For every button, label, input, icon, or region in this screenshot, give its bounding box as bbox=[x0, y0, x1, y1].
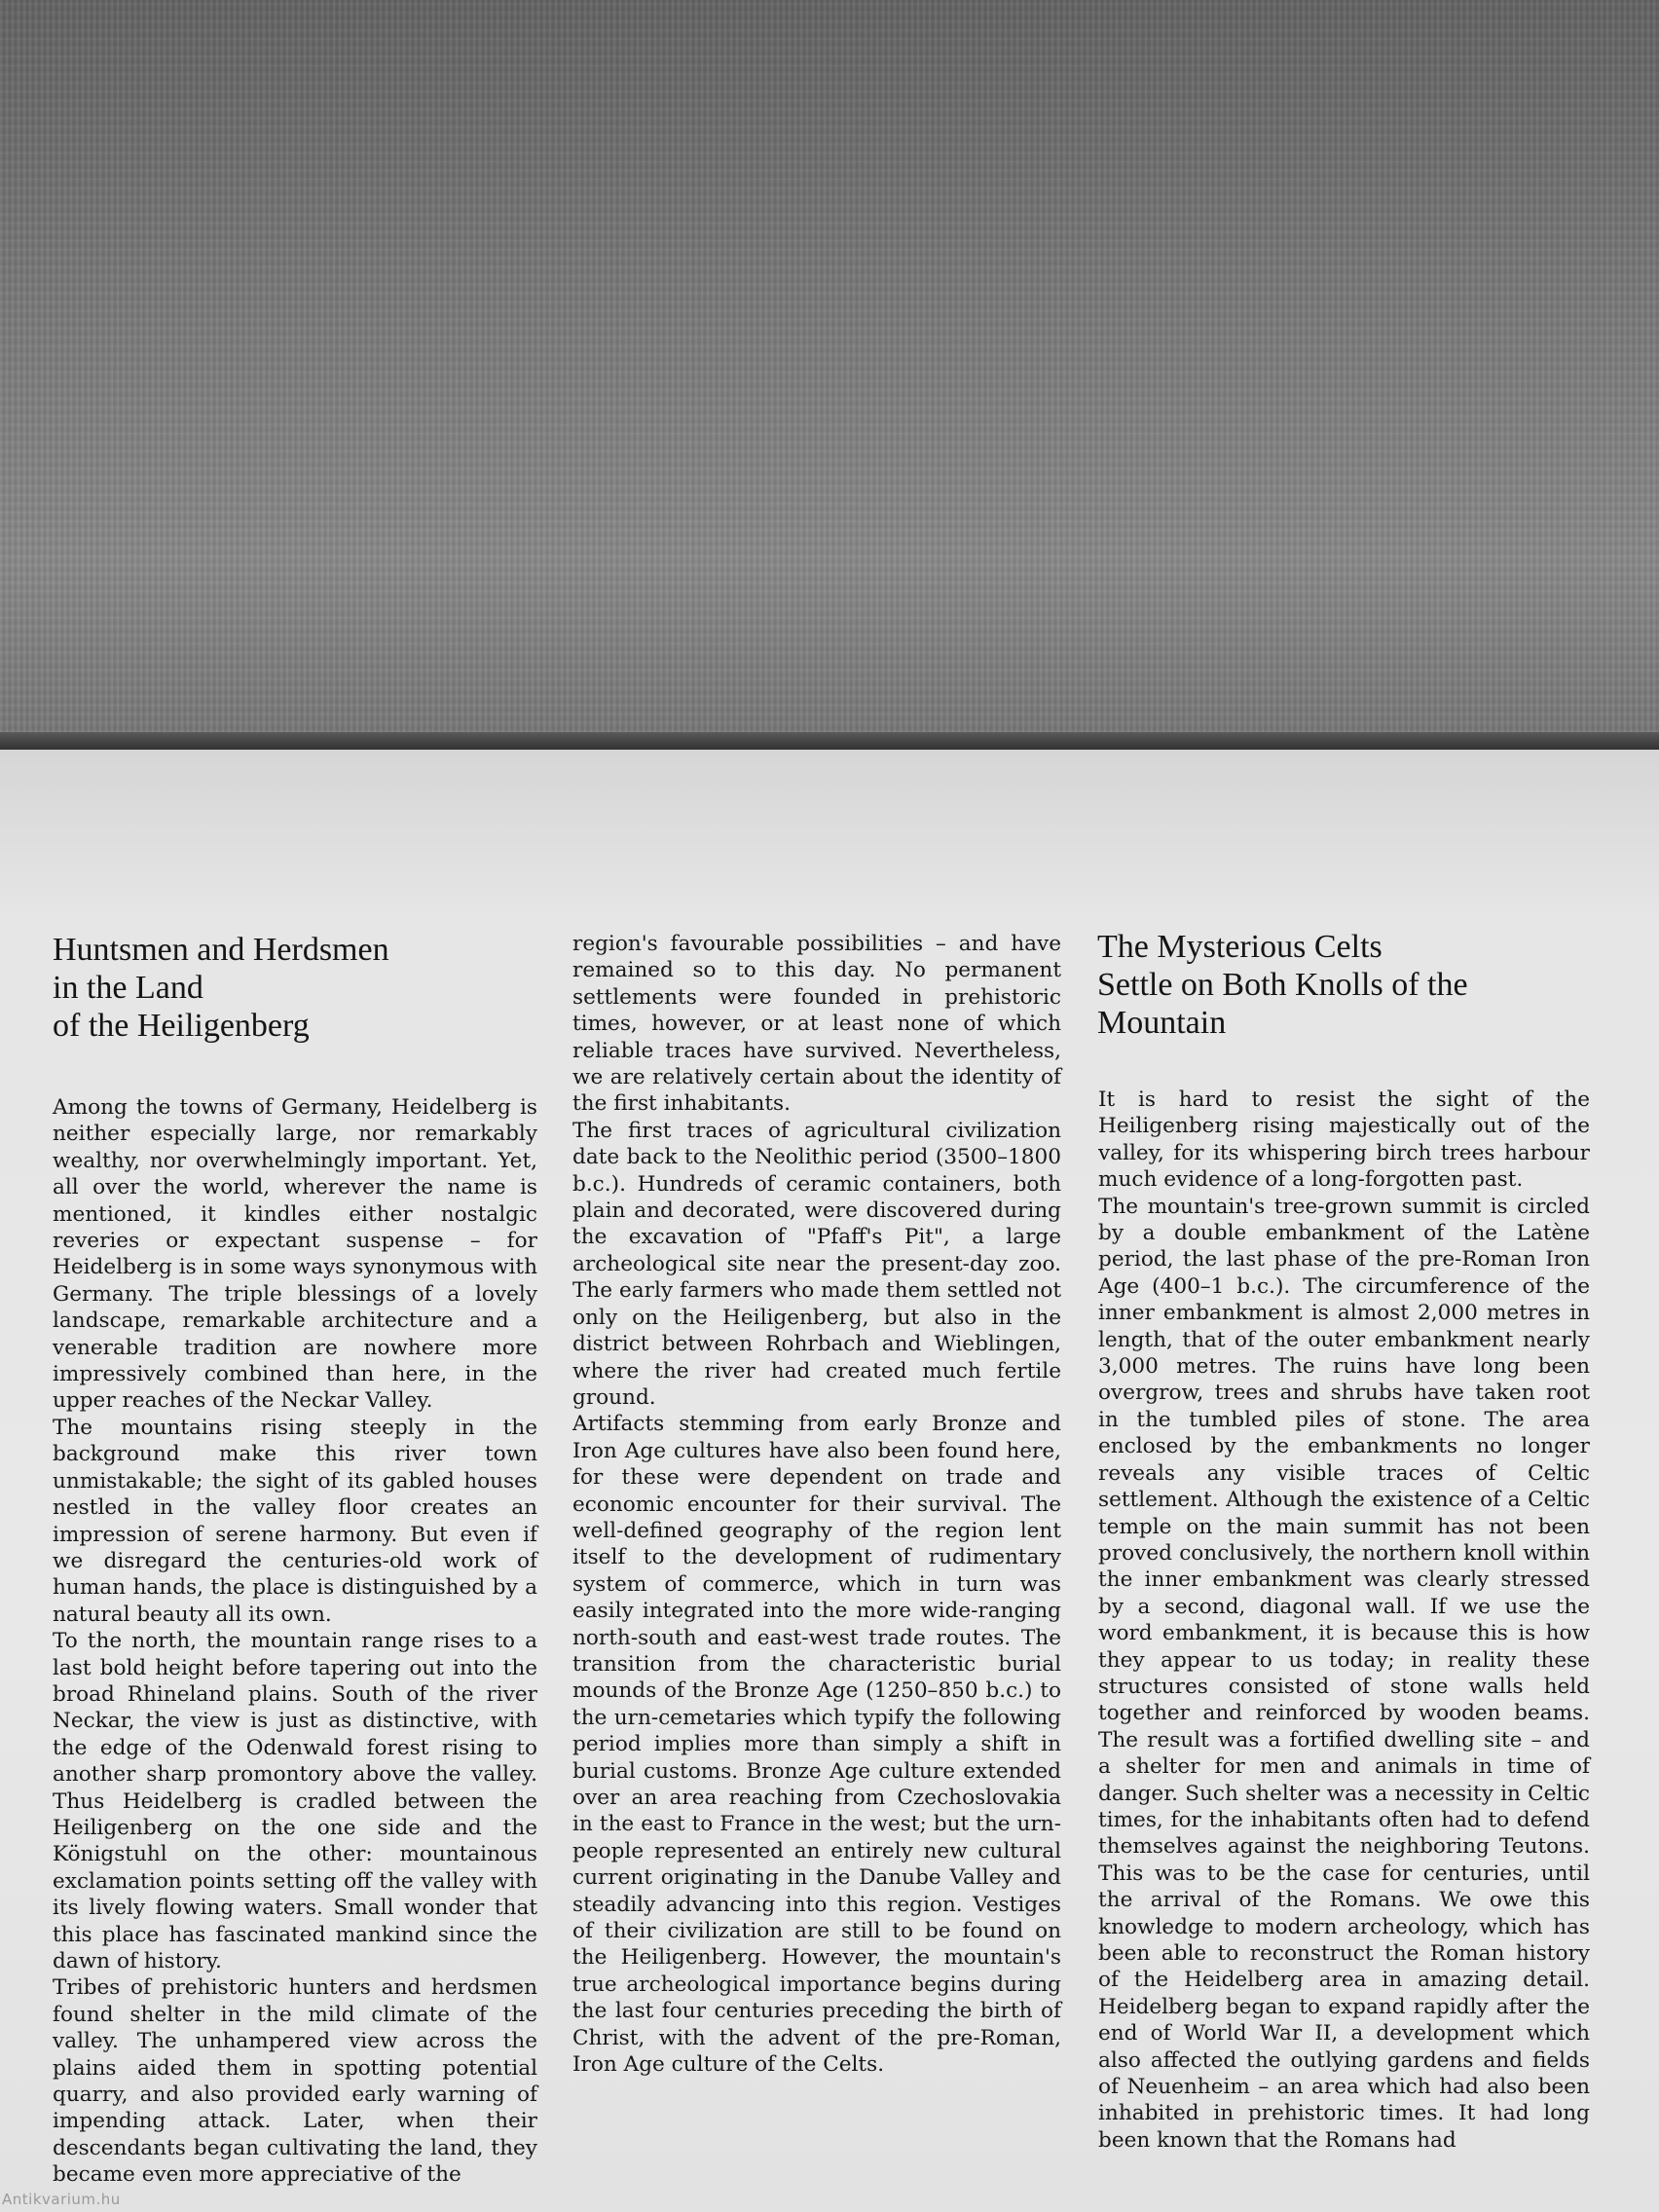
paragraph: Artifacts stemming from early Bronze and Iron Age cultures have also been found here, for these were dependent on trade and economic encounter for their survival. The well-defined geography of the region lent itself to the development of rudimentary system of commerce, which in turn was easily integrated into the more wide-ranging north-south and east-west trade routes. The transition from the characteristic burial mounds of the Bronze Age (1250–850 b.c.) to the urn-cemetaries which typify the following period implies more than simply a shift in burial customs. Bronze Age culture extended over an area reaching from Czechoslovakia in the east to France in the west; but the urn-people represented an entirely new cultural current originating in the Danube Valley and steadily advancing into this region. Vestiges of their civilization are still to be found on the Heiligenberg. However, the mountain's true archeological importance begins during the last four centuries preceding the birth of Christ, with the advent of the pre-Roman, Iron Age culture of the Celts. bbox=[572, 1412, 1061, 2078]
heading-line: in the Land bbox=[53, 970, 203, 1006]
paragraph: The first traces of agricultural civilization date back to the Neolithic period (3500–1800 b.c.). Hundreds of ceramic containers, both plain and decorated, were discovered during the excavation of "Pfaff's Pit", a large archeological site near the present-day zoo. The early farmers who made them settled not only on the Heiligenberg, but also in the district between Rohrbach and Wieblingen, where the river had created much fertile ground. bbox=[572, 1118, 1061, 1410]
heading-line: The Mysterious Celts bbox=[1097, 929, 1382, 965]
column-right bbox=[1098, 1087, 1590, 2154]
heading-celts bbox=[1097, 928, 1623, 1042]
column-left bbox=[53, 1094, 537, 2189]
paragraph: It is hard to resist the sight of the Heiligenberg rising majestically out of the valley, for its whispering birch trees harbour much evidence of a long-forgotten past. bbox=[1098, 1088, 1590, 1193]
paragraph: The mountains rising steeply in the background make this river town unmistakable; the sight of its gabled houses nestled in the valley floor creates an impression of serene harmony. But even if we disregard the centuries-old work of human hands, the place is distinguished by a natural beauty all its own. bbox=[53, 1415, 537, 1627]
paragraph: Among the towns of Germany, Heidelberg is neither especially large, nor remarkably wealthy, nor overwhelmingly important. Yet, all over the world, wherever the name is mentioned, it kindles either nostalgic reveries or expectant suspense – for Heidelberg is in some ways synonymous with Germany. The triple blessings of a lovely landscape, remarkable architecture and a venerable tradition are nowhere more impressively combined than here, in the upper reaches of the Neckar Valley. bbox=[53, 1095, 537, 1414]
heading-line: Mountain bbox=[1097, 1005, 1227, 1041]
column-middle bbox=[572, 931, 1061, 2078]
paragraph: The mountain's tree-grown summit is circled by a double embankment of the Latène period, the last phase of the pre-Roman Iron Age (400–1 b.c.). The circumference of the inner embankment is almost 2,000 metres in length, that of the outer embankment nearly 3,000 metres. The ruins have long been overgrow, trees and shrubs have taken root in the tumbled piles of stone. The area enclosed by the embankments no longer reveals any visible traces of Celtic settlement. Although the existence of a Celtic temple on the main summit has not been proved conclusively, the northern knoll within the inner embankment was clearly stressed by a second, diagonal wall. If we use the word embankment, it is because this is how they appear to us today; in reality these structures consisted of stone walls held together and reinforced by wooden beams. The result was a fortified dwelling site – and a shelter for men and animals in time of danger. Such shelter was a necessity in Celtic times, for the inhabitants often had to defend themselves against the neighboring Teutons. This was to be the case for centuries, until the arrival of the Romans. We owe this knowledge to modern archeology, which has been able to reconstruct the Roman history of the Heidelberg area in amazing detail. Heidelberg began to expand rapidly after the end of World War II, a development which also affected the outlying gardens and fields of Neuenheim – an area which had also been inhabited in prehistoric times. It had long been known that the Romans had bbox=[1098, 1194, 1590, 2153]
heading-line: Settle on Both Knolls of the bbox=[1097, 967, 1468, 1003]
heading-line: Huntsmen and Herdsmen bbox=[53, 932, 389, 968]
paragraph: region's favourable possibilities – and have remained so to this day. No permanent settlements were founded in prehistoric times, however, or at least none of which reliable traces have survived. Nevertheless, we are relatively certain about the identity of the first inhabitants. bbox=[572, 932, 1061, 1117]
book-cover-photo bbox=[0, 0, 1659, 750]
paragraph: To the north, the mountain range rises to a last bold height before tapering out into the broad Rhineland plains. South of the river Neckar, the view is just as distinctive, with the edge of the Odenwald forest rising to another sharp promontory above the valley. Thus Heidelberg is cradled between the Heiligenberg on the one side and the Königstuhl on the other: mountainous exclamation points setting off the valley with its lively flowing waters. Small wonder that this place has fascinated mankind since the dawn of history. bbox=[53, 1629, 537, 1973]
heading-line: of the Heiligenberg bbox=[53, 1008, 310, 1044]
watermark-text: Antikvarium.hu bbox=[2, 2191, 121, 2208]
paragraph: Tribes of prehistoric hunters and herdsmen found shelter in the mild climate of the valley. The unhampered view across the plains aided them in spotting potential quarry, and also provided early warning of impending attack. Later, when their descendants began cultivating the land, they became even more appreciative of the bbox=[53, 1975, 537, 2188]
heading-huntsmen bbox=[53, 931, 559, 1045]
